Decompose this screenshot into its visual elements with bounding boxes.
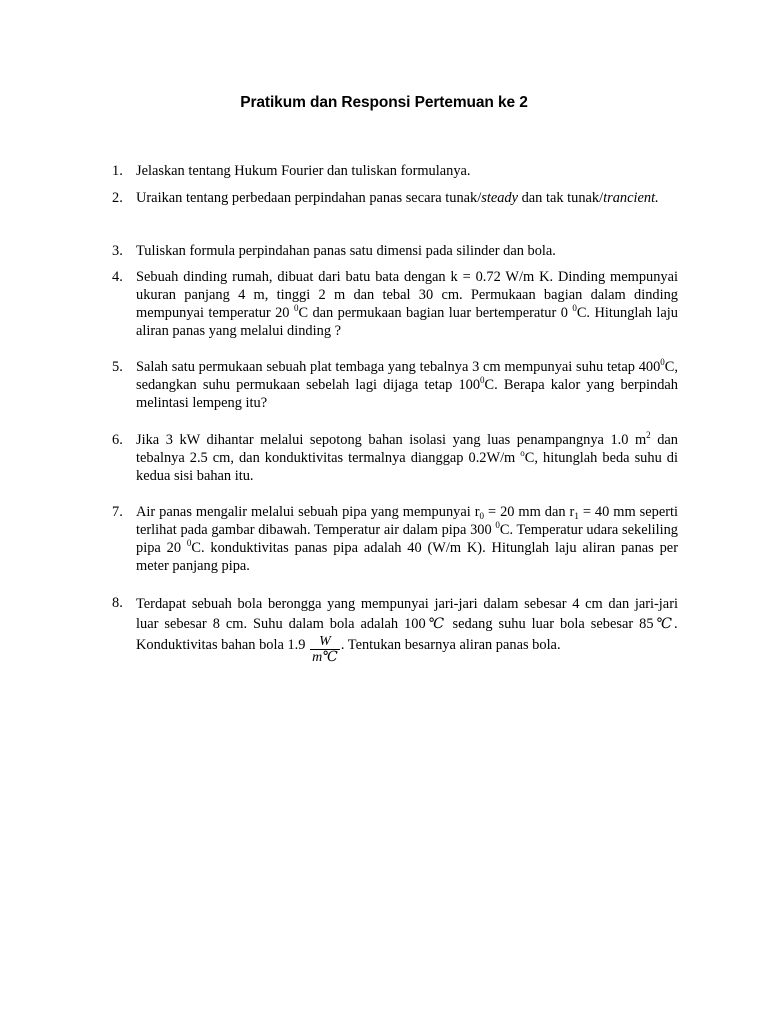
question-text	[136, 358, 678, 412]
text-run: sedang suhu luar bola sebesar 85	[446, 616, 654, 632]
text-run: C. konduktivitas panas pipa adalah 40 (W/m K). Hitunglah laju aliran panas per meter panjang pipa.	[136, 540, 678, 574]
question-text	[136, 431, 678, 485]
math-unit: ℃.	[653, 616, 679, 632]
superscript: 0	[480, 375, 485, 385]
text-run: Terdapat sebuah bola berongga yang mempunyai jari-jari dalam sebesar 4 cm dan jari-jari luar sebesar 8 cm. Suhu dalam bola adalah 100	[136, 596, 678, 632]
item-number: 6.	[112, 432, 123, 448]
question-2	[112, 185, 678, 212]
question-text	[136, 594, 678, 665]
text-run: Air panas mengalir melalui sebuah pipa yang mempunyai r	[136, 504, 480, 520]
fraction-numerator: W	[310, 634, 340, 650]
item-number: 2.	[112, 190, 123, 206]
superscript: 0	[293, 303, 299, 313]
question-text: Tuliskan formula perpindahan panas satu dimensi pada silinder dan bola.	[136, 243, 556, 259]
question-text	[136, 185, 678, 212]
item-number: 7.	[112, 504, 123, 520]
text-run: . Tentukan besarnya aliran panas bola.	[340, 637, 561, 653]
text-run: dan tak tunak/	[517, 190, 604, 206]
item-number: 1.	[112, 163, 123, 179]
question-text	[136, 503, 678, 575]
question-8	[112, 594, 678, 665]
page-title: Pratikum dan Responsi Pertemuan ke 2	[240, 94, 528, 111]
superscript: 0	[186, 538, 192, 548]
item-number: 4.	[112, 269, 123, 285]
unit-fraction	[310, 634, 340, 665]
question-4	[112, 268, 678, 340]
superscript: 0	[572, 303, 577, 313]
text-run-italic: trancient.	[603, 190, 659, 206]
text-run: Jika 3 kW dihantar melalui sepotong bahan isolasi yang luas penampangnya 1.0 m	[136, 432, 647, 448]
superscript: 0	[660, 357, 665, 367]
text-run: Salah satu permukaan sebuah plat tembaga yang tebalnya 3 cm mempunyai suhu tetap 400	[136, 359, 661, 375]
text-run: Konduktivitas bahan bola 1.9	[136, 637, 310, 653]
item-number: 8.	[112, 595, 123, 611]
superscript: 0	[495, 520, 500, 530]
text-run: Sebuah dinding rumah, dibuat dari batu bata dengan k = 0.72 W/m K. Dinding mempunyai ukuran panjang 4 m, tinggi 2 m dan tebal 30 cm. Permukaan bagian dalam dinding mempunyai temperatur 20	[136, 269, 678, 321]
text-run-italic: steady	[481, 190, 518, 206]
fraction-denominator: m℃	[312, 650, 338, 665]
item-number: 3.	[112, 243, 123, 259]
question-1	[112, 162, 678, 180]
subscript: 0	[479, 511, 484, 521]
text-run: C dan permukaan bagian luar bertemperatur 0	[298, 305, 573, 321]
question-text: Jelaskan tentang Hukum Fourier dan tuliskan formulanya.	[136, 163, 471, 179]
question-6	[112, 431, 678, 485]
item-number: 5.	[112, 359, 123, 375]
question-text	[136, 268, 678, 340]
question-3	[112, 242, 678, 260]
text-run: dan tebalnya 2.5 cm, dan konduktivitas termalnya dianggap 0.2W/m	[136, 432, 678, 466]
superscript: o	[520, 448, 525, 458]
text-run: C. Temperatur udara sekeliling pipa 20	[136, 522, 678, 556]
text-run: Uraikan tentang perbedaan perpindahan panas secara tunak/	[136, 190, 482, 206]
question-7	[112, 503, 678, 575]
text-run: = 40 mm seperti terlihat pada gambar dibawah. Temperatur air dalam pipa 300	[136, 504, 678, 538]
superscript: 2	[646, 430, 651, 440]
math-unit: ℃	[425, 616, 447, 632]
subscript: 1	[574, 511, 579, 521]
text-run: C, hitunglah beda suhu di kedua sisi bahan itu.	[136, 450, 678, 484]
text-run: C. Berapa kalor yang berpindah melintasi lempeng itu?	[136, 377, 678, 411]
question-5	[112, 358, 678, 412]
text-run: = 20 mm dan r	[484, 504, 575, 520]
text-run: C, sedangkan suhu permukaan sebelah lagi dijaga tetap 100	[136, 359, 678, 393]
text-run: C. Hitunglah laju aliran panas yang melalui dinding ?	[136, 305, 679, 339]
